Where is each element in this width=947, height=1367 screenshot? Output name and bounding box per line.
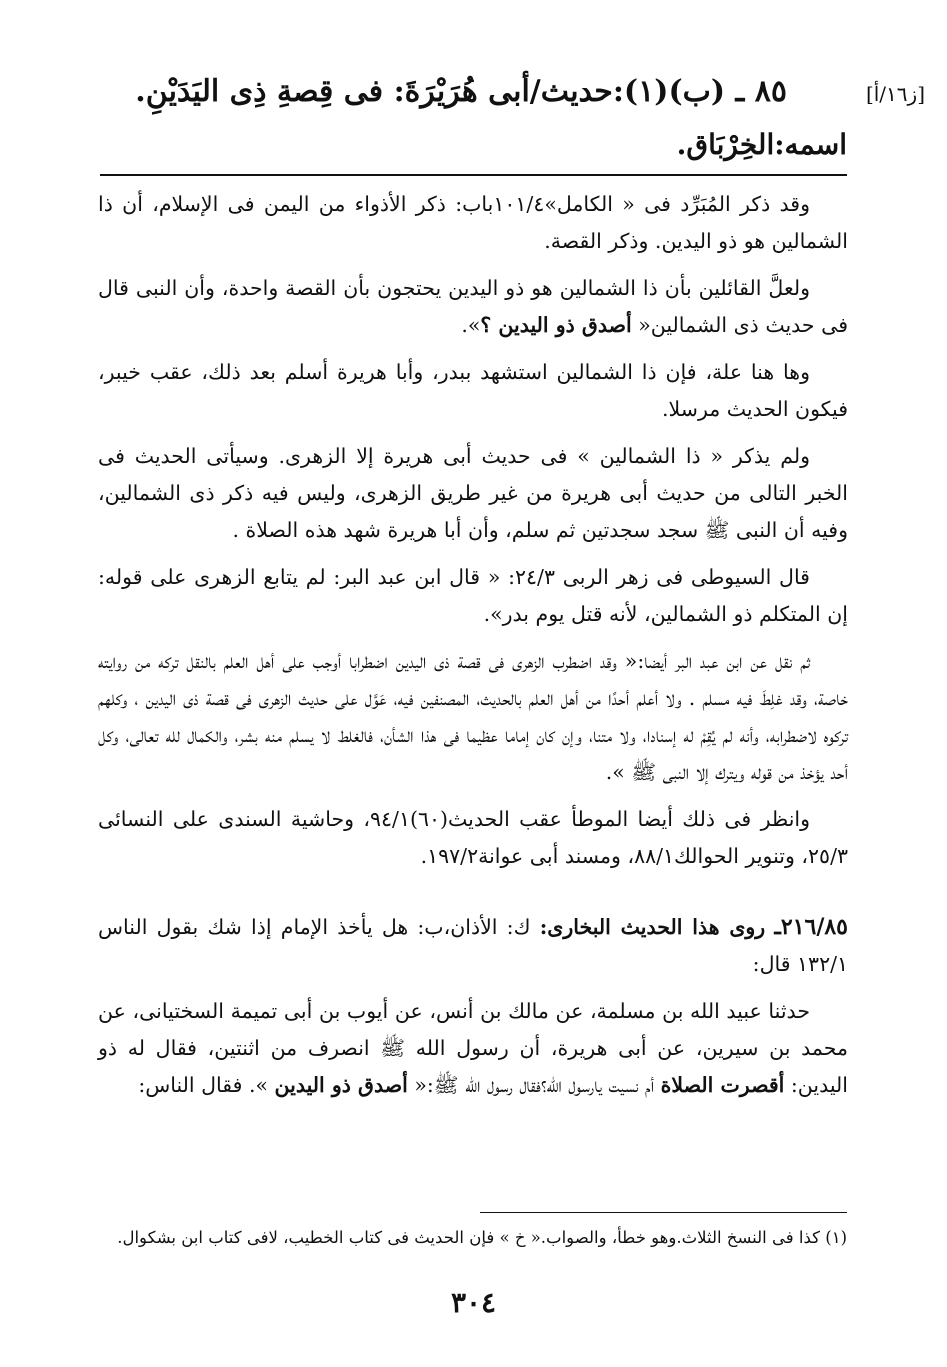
paragraph-7 xyxy=(98,801,848,875)
paragraph-6-text: ثم نقل عن ابن عبد البر أيضا:« وقد اضطرب الزهرى فى قصة ذى اليدين اضطرابا أوجب على أهل العلم بالنقل تركه من روايته خاصة، وقد غلِطَ فيه مسلم . ولا أعلم أحدًا من أهل العلم بالحديث، المصنفين فيه، عَوَّل على حديث الزهرى فى قصة ذى اليدين ، وكلهم تركوه لاضطرابه، وأنه لم يُقِمْ له إسنادا، ولا متنا، وإن كان إماما عظيما فى هذا الشأن، فالغلط لا يسلم منه بشر، والكمال لله تعالى، وكل أحد يؤخذ من قوله ويترك إلا النبى ﷺ ». xyxy=(98,649,848,784)
paragraph-6 xyxy=(98,643,848,791)
paragraph-1 xyxy=(98,186,848,260)
paragraph-3-text: وها هنا علة، فإن ذا الشمالين استشهد ببدر، وأبا هريرة أسلم بعد ذلك، عقب خيبر، فيكون الحديث مرسلا. xyxy=(98,360,848,421)
narration-text: حدثنا عبيد الله بن مسلمة، عن مالك بن أنس، عن أيوب بن أبى تميمة السختيانى، عن محمد بن سيرين، عن أبى هريرة، أن رسول الله ﷺ انصرف من اثنتين، فقال له ذو اليدين: xyxy=(98,999,848,1097)
main-text xyxy=(98,186,848,1114)
manuscript-reference: [ز١٦/أ] xyxy=(865,82,925,106)
paragraph-2-after: ». xyxy=(461,313,481,337)
paragraph-3 xyxy=(98,354,848,428)
narration-after: ». فقال الناس: xyxy=(138,1073,275,1097)
hadith-source: ك: الأذان،ب: هل يأخذ الإمام إذا شك بقول الناس ١٣٢/١ قال: xyxy=(98,915,848,976)
paragraph-4-text: ولم يذكر « ذا الشمالين » فى حديث أبى هريرة إلا الزهرى. وسيأتى الحديث فى الخبر التالى من حديث أبى هريرة من غير طريق الزهرى، وليس فيه ذكر ذى الشمالين، وفيه أن النبى ﷺ سجد سجدتين ثم سلم، وأن أبا هريرة شهد هذه الصلاة . xyxy=(98,444,848,542)
paragraph-4 xyxy=(98,438,848,549)
hadith-number: ٢١٦/٨٥ـ xyxy=(774,914,848,940)
hadith-heading xyxy=(98,909,848,983)
footnote: (١) كذا فى النسخ الثلاث.وهو خطأ، والصواب.« خ » فإن الحديث فى كتاب الخطيب، لافى كتاب ابن بشكوال. xyxy=(117,1228,847,1247)
paragraph-2-text: ولعلَّ القائلين بأن ذا الشمالين هو ذو اليدين يحتجون بأن القصة واحدة، وأن النبى قال فى حديث ذى الشمالين« xyxy=(98,276,848,337)
narration-mid: أم نسيت يارسول الله؟فقال رسول الله ﷺ:« xyxy=(407,1073,661,1097)
footnote-divider xyxy=(480,1212,847,1213)
page-number: ٣٠٤ xyxy=(450,1286,497,1319)
paragraph-7-text: وانظر فى ذلك أيضا الموطأ عقب الحديث(٦٠)٩٤/١، وحاشية السندى على النسائى ٢٥/٣، وتنوير الحوالك٨٨/١، ومسند أبى عوانة١٩٧/٢. xyxy=(98,807,848,868)
paragraph-5 xyxy=(98,559,848,633)
chapter-subtitle: اسمه:الخِرْبَاق. xyxy=(676,128,847,161)
paragraph-1-text: وقد ذكر المُبَرِّد فى « الكامل»١٠١/٤باب: ذكر الأذواء من اليمن فى الإسلام، أن ذا الشمالين هو ذو اليدين. وذكر القصة. xyxy=(98,192,848,253)
hadith-bold-heading: روى هذا الحديث البخارى: xyxy=(539,915,766,939)
paragraph-5-text: قال السيوطى فى زهر الربى ٢٤/٣: « قال ابن عبد البر: لم يتابع الزهرى على قوله: إن المتكلم ذو الشمالين، لأنه قتل يوم بدر». xyxy=(98,565,848,626)
header-divider xyxy=(100,174,847,176)
narration-bold-2: أصدق ذو اليدين xyxy=(274,1073,408,1097)
paragraph-2 xyxy=(98,270,848,344)
chapter-title: ٨٥ ـ (ب)(١):حديث/أبى هُرَيْرَةَ: فى قِصةِ ذِى اليَدَيْنِ. xyxy=(135,74,787,109)
paragraph-2-bold: أصدق ذو اليدين ؟ xyxy=(480,313,632,337)
narration xyxy=(98,993,848,1104)
narration-bold-1: أقصرت الصلاة xyxy=(660,1073,785,1097)
